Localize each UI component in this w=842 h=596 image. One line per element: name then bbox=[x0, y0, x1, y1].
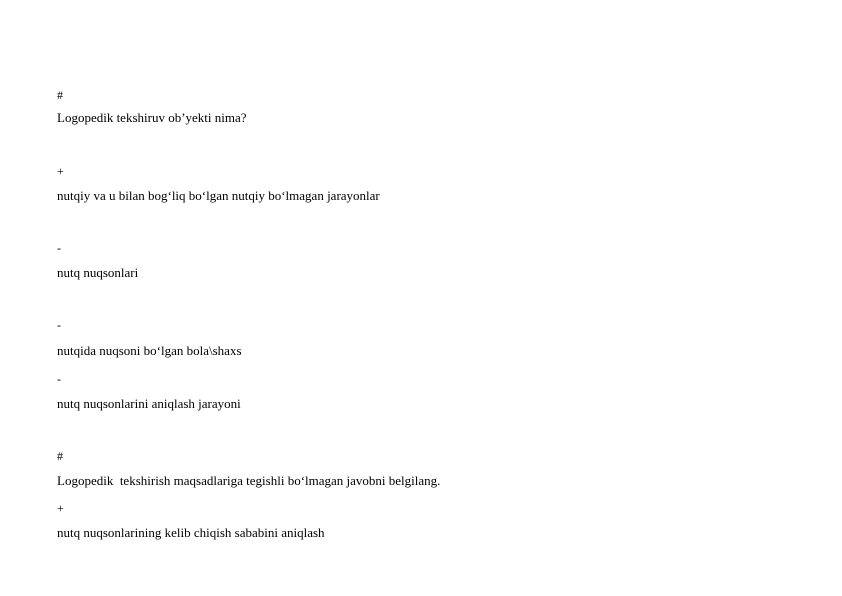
correct-answer-marker: + bbox=[57, 501, 64, 515]
question-marker: # bbox=[57, 88, 63, 102]
question-text: Logopedik tekshirish maqsadlariga tegishli bo‘lmagan javobni belgilang. bbox=[57, 473, 441, 488]
answer-text: nutq nuqsonlarini aniqlash jarayoni bbox=[57, 396, 241, 411]
wrong-answer-marker: - bbox=[57, 241, 61, 255]
answer-text: nutqiy va u bilan bog‘liq bo‘lgan nutqiy bo‘lmagan jarayonlar bbox=[57, 188, 380, 203]
answer-text: nutq nuqsonlari bbox=[57, 265, 139, 280]
question-text: Logopedik tekshiruv ob’yekti nima? bbox=[57, 110, 247, 125]
answer-text: nutqida nuqsoni bo‘lgan bola\shaxs bbox=[57, 343, 242, 358]
question-marker: # bbox=[57, 449, 63, 463]
correct-answer-marker: + bbox=[57, 164, 64, 178]
answer-text: nutq nuqsonlarining kelib chiqish sababini aniqlash bbox=[57, 525, 325, 540]
wrong-answer-marker: - bbox=[57, 318, 61, 332]
wrong-answer-marker: - bbox=[57, 372, 61, 386]
